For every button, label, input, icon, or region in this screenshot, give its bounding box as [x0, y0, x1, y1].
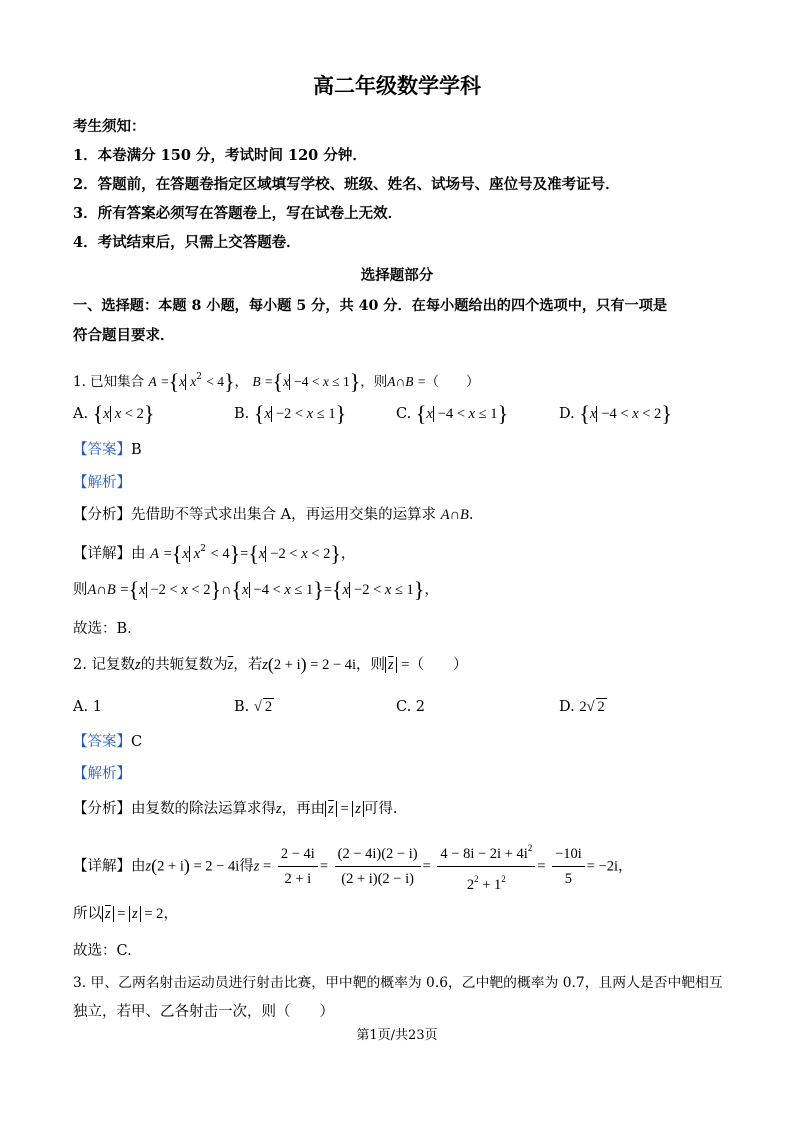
notice-item-2: 2．答题前，在答题卷指定区域填写学校、班级、姓名、试场号、座位号及准考证号．	[73, 176, 620, 193]
q1-fenxi: 【分析】先借助不等式求出集合 A，再运用交集的运算求 A∩B.	[73, 507, 474, 523]
q2-so: 所以 $\overline{z} = z = 2$，	[73, 906, 178, 922]
q2-fenxi: 【分析】由复数的除法运算求得z，再由 $\overline{z} = z$ 可得.	[73, 801, 398, 817]
question-3-line-1: 3. 甲、乙两名射击运动员进行射击比赛，甲中靶的概率为 0.6，乙中靶的概率为 0.7，且两人是否中靶相互	[73, 975, 723, 991]
q1-paren: （ ）	[425, 374, 480, 390]
notice-item-3: 3．所有答案必须写在答题卷上，写在试卷上无效．	[73, 205, 403, 222]
q1-prefix: 1. 已知集合	[73, 374, 145, 390]
q1-option-c[interactable]: C. {x −4 < x ≤ 1}	[396, 401, 509, 426]
page-footer: 第1页/共23页	[356, 1028, 438, 1043]
part-instructions-line-1: 一、选择题：本题 8 小题，每小题 5 分，共 40 分．在每小题给出的四个选项中，只有一项是	[73, 298, 668, 314]
q1-option-b[interactable]: B. {x −2 < x ≤ 1}	[234, 401, 347, 426]
question-3-line-2: 独立，若甲、乙各射击一次，则（ ）	[73, 1004, 334, 1020]
notice-item-4: 4．考试结束后，只需上交答题卷．	[73, 234, 301, 251]
q1-option-d[interactable]: D. {x −4 < x < 2}	[559, 401, 672, 426]
q2-answer: 【答案】C	[73, 734, 143, 750]
q1-answer: 【答案】B	[73, 442, 142, 458]
q2-option-d[interactable]: D. 2√ 2	[559, 699, 605, 715]
q1-conclusion: 故选：B.	[73, 621, 132, 637]
q1-then: 则A∩B ={x −2 < x < 2}∩{x −4 < x ≤ 1}={x −2 < x ≤ 1}，	[73, 577, 439, 602]
part-instructions-line-2: 符合题目要求．	[73, 327, 175, 344]
q1-option-a[interactable]: A. {x x < 2}	[73, 401, 155, 426]
question-2-stem: 2. 记复数z的共轭复数为$\overline{z}$，若z(2 + i) = 2 − 4i，则 $\overline{z}$ =（ ）	[73, 654, 468, 674]
q1-set-b: B ={x −4 < x ≤ 1}	[252, 369, 361, 394]
q2-option-a[interactable]: A. 1	[73, 699, 102, 715]
question-1-stem: 1. 已知集合 A ={x $x^2 < 4$}， B ={x −4 < x ≤ 1}，则A∩B =（ ）	[73, 369, 480, 394]
q2-analysis-tag: 【解析】	[73, 766, 131, 782]
q1-suffix: ，则	[360, 374, 388, 390]
q2-xiangjie: 【详解】由z(2 + i) = 2 − 4i得z = $\frac{2 - 4i}{2 + i}$ = $\frac{(2 - 4i)(2 - i)}{(2 + i)(2 - i)}$ = $\frac{4 - 8i - 2i + 4i^2}{2^2 + 1^2}$ = $\frac{-10i}{5}$ = −2i，	[73, 838, 633, 895]
page-title: 高二年级数学学科	[313, 73, 481, 98]
q1-analysis-tag: 【解析】	[73, 475, 131, 491]
q2-conclusion: 故选：C.	[73, 943, 132, 959]
q2-option-c[interactable]: C. 2	[396, 699, 426, 715]
q1-xiangjie: 【详解】由 A ={x $x^2 < 4\}=\{x -2 < x < 2\}$，	[73, 541, 356, 566]
q1-expr: A	[387, 374, 396, 389]
q2-option-b[interactable]: B. √ 2	[234, 699, 273, 715]
section-title: 选择题部分	[360, 267, 434, 284]
q1-set-a: A ={x $x^2 < 4$}	[148, 369, 235, 394]
q1-mid: ，	[234, 374, 249, 390]
notice-heading: 考生须知：	[73, 118, 146, 135]
notice-item-1: 1．本卷满分 150 分，考试时间 120 分钟．	[73, 147, 367, 164]
